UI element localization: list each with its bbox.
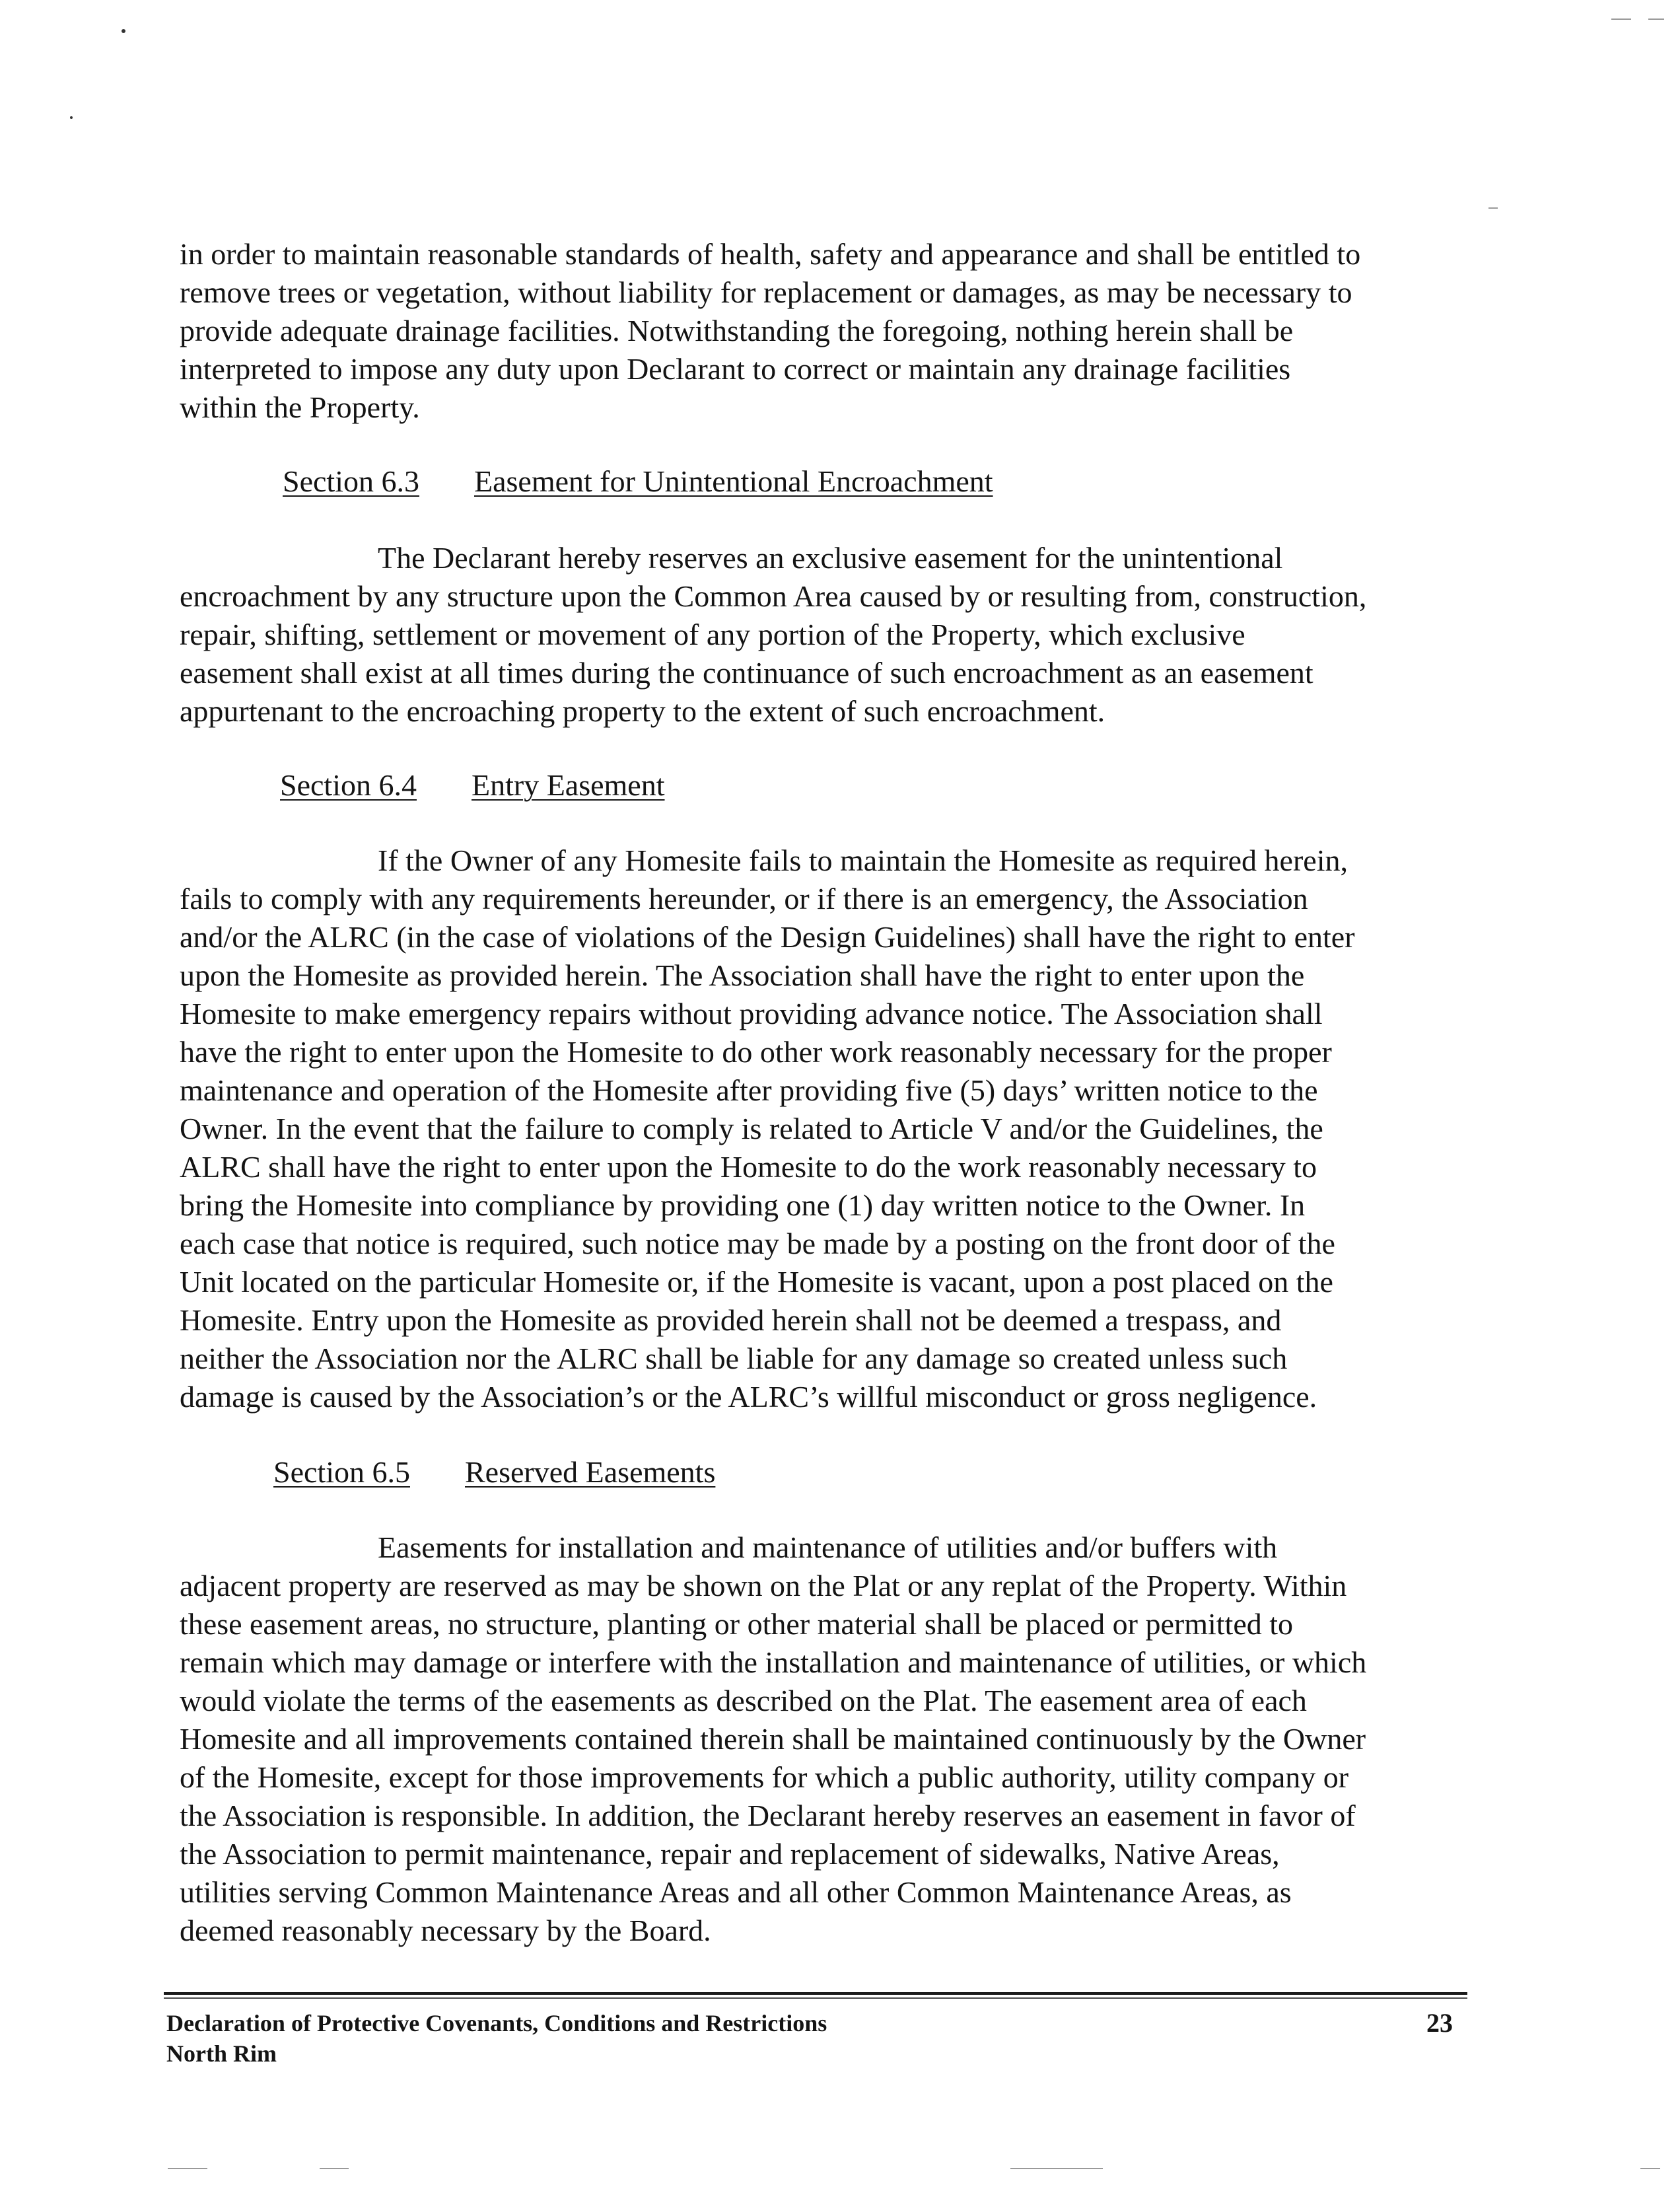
section-title: Entry Easement <box>472 768 665 802</box>
scan-mark <box>1640 2168 1660 2169</box>
section-title: Reserved Easements <box>465 1455 716 1489</box>
footer-rule <box>164 1992 1467 1995</box>
text-line: easement shall exist at all times during the continuance of such encroachment as an easement <box>180 656 1313 690</box>
page-number: 23 <box>1426 2008 1453 2038</box>
footer-subtitle-line: North Rim <box>166 2040 277 2067</box>
text-line: Homesite and all improvements contained therein shall be maintained continuously by the Owner <box>180 1722 1366 1756</box>
scan-mark <box>1648 18 1664 20</box>
section-number: Section 6.4 <box>280 768 417 802</box>
text-line: damage is caused by the Association’s or the ALRC’s willful misconduct or gross negligence. <box>180 1380 1317 1414</box>
text-line: Easements for installation and maintenance of utilities and/or buffers with <box>378 1530 1278 1564</box>
text-line: in order to maintain reasonable standards of health, safety and appearance and shall be entitled to <box>180 237 1361 271</box>
text-line: upon the Homesite as provided herein. The Association shall have the right to enter upon the <box>180 958 1305 992</box>
text-line: would violate the terms of the easements as described on the Plat. The easement area of each <box>180 1684 1307 1717</box>
section-6-4-body <box>180 842 1487 1416</box>
scan-mark <box>168 2168 207 2169</box>
text-line: deemed reasonably necessary by the Board. <box>180 1914 711 1947</box>
section-6-4-heading <box>280 766 665 805</box>
scan-mark <box>1488 207 1498 209</box>
text-line: provide adequate drainage facilities. Notwithstanding the foregoing, nothing herein shall be <box>180 314 1294 347</box>
text-line: and/or the ALRC (in the case of violations of the Design Guidelines) shall have the right to enter <box>180 920 1355 954</box>
section-6-3-heading <box>283 462 993 501</box>
text-line: each case that notice is required, such notice may be made by a posting on the front door of the <box>180 1227 1335 1260</box>
text-line: Unit located on the particular Homesite or, if the Homesite is vacant, upon a post placed on the <box>180 1265 1333 1299</box>
section-title: Easement for Unintentional Encroachment <box>474 464 993 498</box>
text-line: Homesite to make emergency repairs without providing advance notice. The Association shall <box>180 997 1323 1030</box>
scan-speck <box>70 116 73 119</box>
text-line: If the Owner of any Homesite fails to maintain the Homesite as required herein, <box>378 843 1348 877</box>
text-line: Homesite. Entry upon the Homesite as provided herein shall not be deemed a trespass, and <box>180 1303 1282 1337</box>
text-line: adjacent property are reserved as may be shown on the Plat or any replat of the Property. Within <box>180 1569 1347 1602</box>
section-6-5-body <box>180 1528 1487 1950</box>
text-line: appurtenant to the encroaching property to the extent of such encroachment. <box>180 694 1105 728</box>
footer-title-line: Declaration of Protective Covenants, Conditions and Restrictions <box>166 2010 827 2036</box>
text-line: of the Homesite, except for those improvements for which a public authority, utility company or <box>180 1760 1349 1794</box>
scan-mark <box>1611 18 1631 20</box>
text-line: within the Property. <box>180 390 420 424</box>
section-6-5-heading <box>273 1453 715 1491</box>
text-line: ALRC shall have the right to enter upon the Homesite to do the work reasonably necessary to <box>180 1150 1317 1184</box>
text-line: Owner. In the event that the failure to comply is related to Article V and/or the Guidelines, the <box>180 1112 1323 1145</box>
scan-mark <box>320 2168 349 2169</box>
text-line: fails to comply with any requirements hereunder, or if there is an emergency, the Association <box>180 882 1308 915</box>
text-line: utilities serving Common Maintenance Areas and all other Common Maintenance Areas, as <box>180 1875 1292 1909</box>
section-number: Section 6.5 <box>273 1455 410 1489</box>
scan-mark <box>1010 2168 1103 2169</box>
text-line: remain which may damage or interfere with the installation and maintenance of utilities, or which <box>180 1645 1367 1679</box>
text-line: repair, shifting, settlement or movement of any portion of the Property, which exclusive <box>180 618 1245 651</box>
text-line: remove trees or vegetation, without liability for replacement or damages, as may be necessary to <box>180 275 1352 309</box>
text-line: encroachment by any structure upon the Common Area caused by or resulting from, construction, <box>180 579 1367 613</box>
text-line: have the right to enter upon the Homesite to do other work reasonably necessary for the proper <box>180 1035 1332 1069</box>
text-line: the Association to permit maintenance, repair and replacement of sidewalks, Native Areas, <box>180 1837 1280 1871</box>
footer-document-title <box>166 2008 827 2069</box>
text-line: The Declarant hereby reserves an exclusive easement for the unintentional <box>378 541 1283 575</box>
text-line: these easement areas, no structure, planting or other material shall be placed or permitted to <box>180 1607 1294 1641</box>
text-line: neither the Association nor the ALRC shall be liable for any damage so created unless such <box>180 1342 1288 1375</box>
text-line: the Association is responsible. In addition, the Declarant hereby reserves an easement in favor of <box>180 1799 1356 1832</box>
footer-rule-secondary <box>164 1997 1467 1999</box>
section-6-3-body <box>180 539 1487 731</box>
scan-speck <box>122 29 125 33</box>
intro-paragraph <box>180 235 1487 427</box>
text-line: maintenance and operation of the Homesite after providing five (5) days’ written notice to the <box>180 1073 1318 1107</box>
section-number: Section 6.3 <box>283 464 419 498</box>
text-line: interpreted to impose any duty upon Declarant to correct or maintain any drainage facilities <box>180 352 1291 386</box>
text-line: bring the Homesite into compliance by providing one (1) day written notice to the Owner. In <box>180 1188 1306 1222</box>
